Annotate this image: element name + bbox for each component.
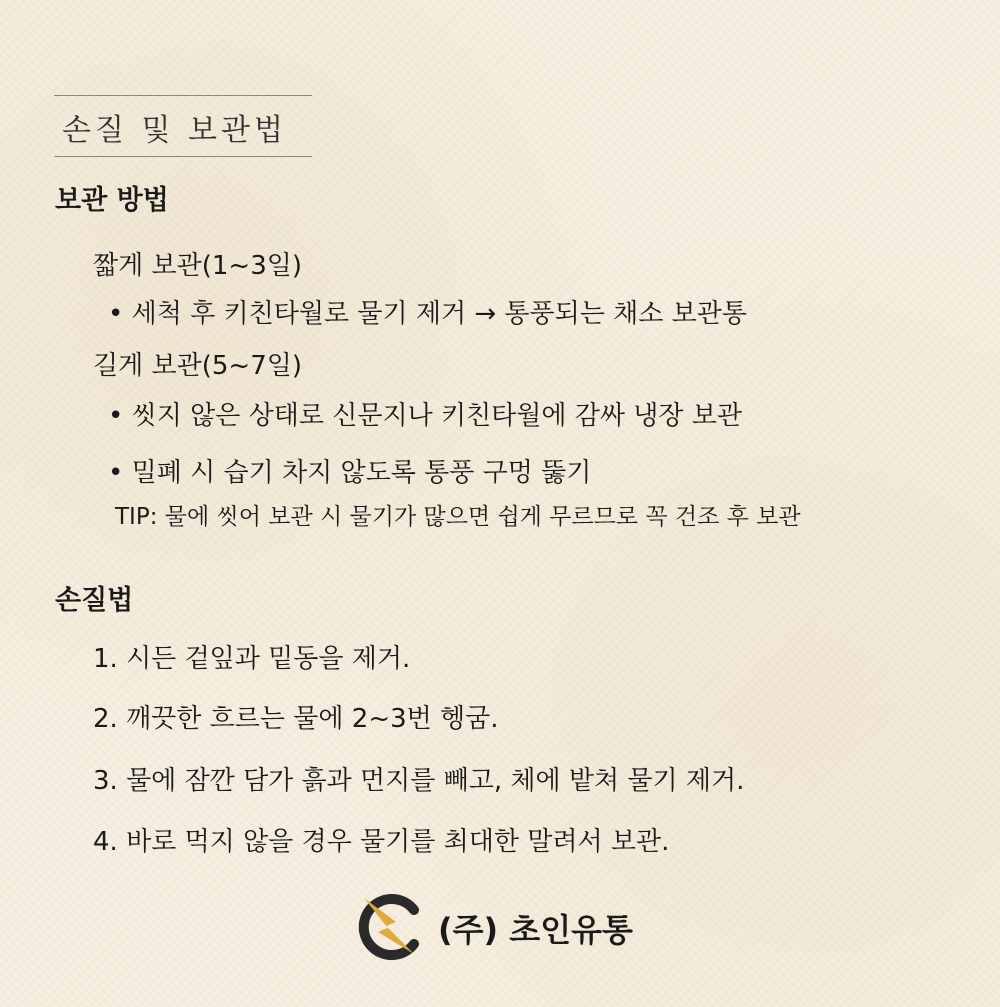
prep-step-3: 3. 물에 잠깐 담가 흙과 먼지를 빼고, 체에 밭쳐 물기 제거. <box>93 766 745 796</box>
bullet-dot: • <box>108 299 132 329</box>
bullet-dot: • <box>108 458 132 488</box>
section-title: 손질 및 보관법 <box>62 113 287 148</box>
long-storage-text-2: 밀폐 시 습기 차지 않도록 통풍 구멍 뚫기 <box>131 458 592 488</box>
short-storage-bullet <box>108 293 747 330</box>
long-storage-bullet-1 <box>108 395 742 432</box>
prep-heading: 손질법 <box>55 585 134 616</box>
long-storage-text-1: 씻지 않은 상태로 신문지나 키친타월에 감싸 냉장 보관 <box>131 401 743 431</box>
prep-step-1: 1. 시든 겉잎과 밑동을 제거. <box>93 644 411 674</box>
short-storage-label: 짧게 보관(1~3일) <box>93 251 303 281</box>
bullet-dot: • <box>108 401 132 431</box>
long-storage-label: 길게 보관(5~7일) <box>93 351 303 381</box>
prep-step-4: 4. 바로 먹지 않을 경우 물기를 최대한 말려서 보관. <box>93 827 670 857</box>
company-name: (주) 초인유통 <box>438 911 633 949</box>
lightning-c-logo-icon <box>356 892 426 962</box>
storage-heading: 보관 방법 <box>55 185 169 216</box>
long-storage-bullet-2 <box>108 452 591 489</box>
short-storage-text: 세척 후 키친타월로 물기 제거 → 통풍되는 채소 보관통 <box>131 299 747 329</box>
prep-step-2: 2. 깨끗한 흐르는 물에 2~3번 헹굼. <box>93 704 499 734</box>
storage-tip: TIP: 물에 씻어 보관 시 물기가 많으면 쉽게 무르므로 꼭 건조 후 보관 <box>115 504 801 530</box>
